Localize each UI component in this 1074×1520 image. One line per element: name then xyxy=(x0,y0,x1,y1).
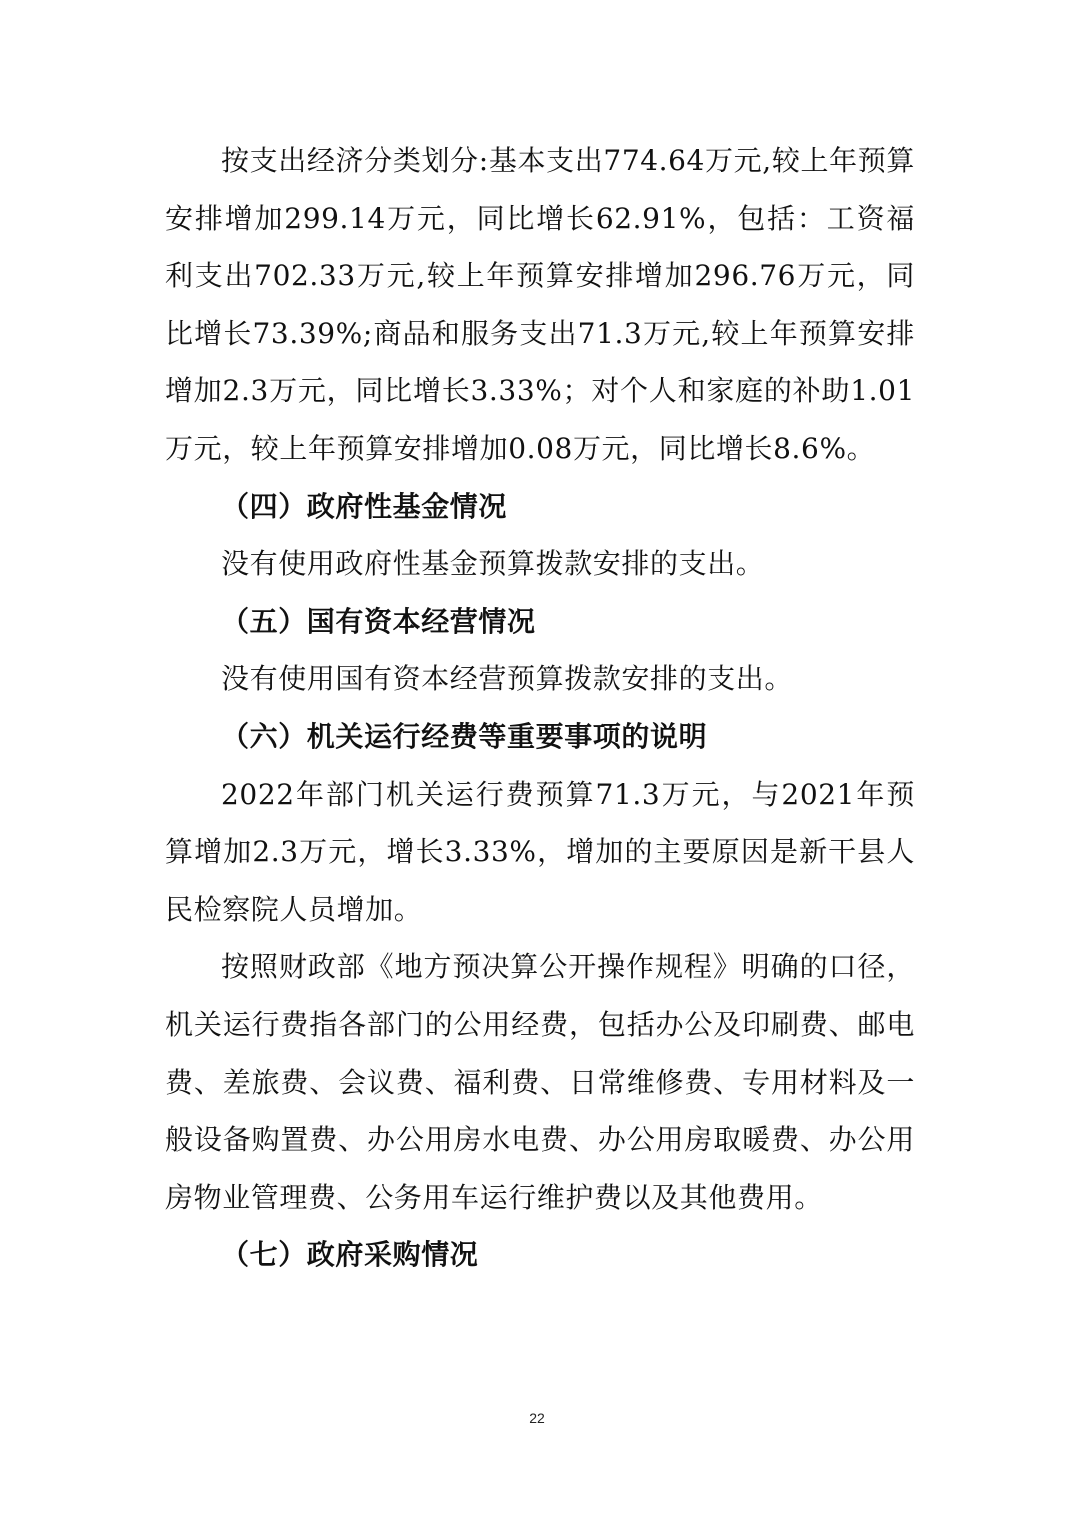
paragraph-state-capital: 没有使用国有资本经营预算拨款安排的支出。 xyxy=(221,662,794,696)
page-number: 22 xyxy=(529,1410,545,1426)
heading-government-fund: （四）政府性基金情况 xyxy=(221,489,508,523)
heading-operating-expenses: （六）机关运行经费等重要事项的说明 xyxy=(221,719,708,753)
paragraph-operating-budget: 2022年部门机关运行费预算71.3万元，与2021年预算增加2.3万元，增长3.33%，增加的主要原因是新干县人民检察院人员增加。 xyxy=(165,777,915,926)
heading-state-capital: （五）国有资本经营情况 xyxy=(221,604,536,638)
document-body xyxy=(165,132,915,1284)
paragraph-operating-definition: 按照财政部《地方预决算公开操作规程》明确的口径，机关运行费指各部门的公用经费，包括办公及印刷费、邮电费、差旅费、会议费、福利费、日常维修费、专用材料及一般设备购置费、办公用房水电费、办公用房取暖费、办公用房物业管理费、公务用车运行维护费以及其他费用。 xyxy=(165,950,915,1214)
paragraph-government-fund: 没有使用政府性基金预算拨款安排的支出。 xyxy=(221,547,765,581)
heading-procurement: （七）政府采购情况 xyxy=(221,1238,479,1272)
paragraph-economic-classification: 按支出经济分类划分:基本支出774.64万元,较上年预算安排增加299.14万元，同比增长62.91%，包括：工资福利支出702.33万元,较上年预算安排增加296.76万元，同比增长73.39%;商品和服务支出71.3万元,较上年预算安排增加2.3万元，同比增长3.33%；对个人和家庭的补助1.01万元，较上年预算安排增加0.08万元，同比增长8.6%。 xyxy=(165,144,915,465)
